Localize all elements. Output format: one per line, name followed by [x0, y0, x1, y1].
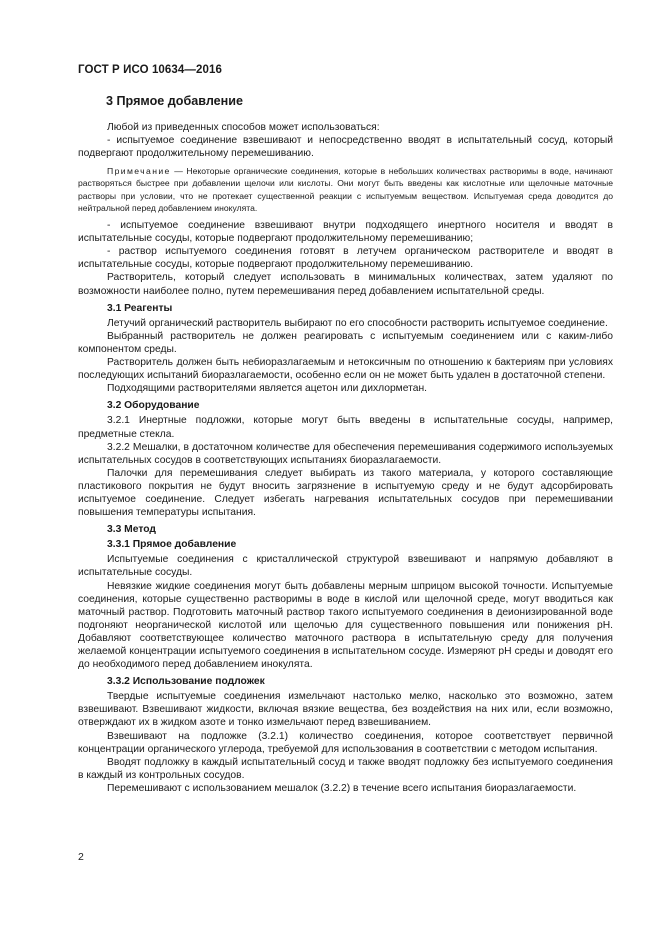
- paragraph: Твердые испытуемые соединения измельчают настолько мелко, насколько это возможно, затем взвешивают. Взвешивают жидкости, включая вязкие вещества, без воздействия на них или, если возможно, отверждают их в жидком азоте и тонко измельчают перед взвешиванием.: [78, 691, 613, 729]
- document-header: ГОСТ Р ИСО 10634—2016: [78, 64, 223, 76]
- note-paragraph: [78, 165, 613, 214]
- section-title: 3 Прямое добавление: [106, 94, 244, 108]
- subsection-title: 3.1 Реагенты: [107, 302, 173, 314]
- list-item: - испытуемое соединение взвешивают и непосредственно вводят в испытательный сосуд, который подвергают продолжительному перемешиванию.: [78, 135, 613, 160]
- paragraph: Выбранный растворитель не должен реагировать с испытуемым соединением или с каким-либо компонентом среды.: [78, 330, 613, 355]
- paragraph: Перемешивают с использованием мешалок (3.2.2) в течение всего испытания биоразлагаемости.: [107, 782, 577, 794]
- subsection-title: 3.3.1 Прямое добавление: [107, 539, 237, 551]
- paragraph: Испытуемые соединения с кристаллической структурой взвешивают и напрямую добавляют в испытательные сосуды.: [78, 554, 613, 579]
- paragraph: Растворитель, который следует использовать в минимальных количествах, затем удаляют по возможности наиболее полно, путем перемешивания перед добавлением испытательной среды.: [78, 272, 613, 297]
- list-item: - раствор испытуемого соединения готовят в летучем органическом растворителе и вводят в испытательные сосуды, которые подвергают продолжительному перемешиванию.: [78, 246, 613, 271]
- subsection-title: 3.3.2 Использование подложек: [107, 676, 265, 688]
- list-item: - испытуемое соединение взвешивают внутри подходящего инертного носителя и вводят в испытательные сосуды, которые подвергают продолжительному перемешиванию;: [78, 220, 613, 245]
- paragraph: 3.2.2 Мешалки, в достаточном количестве для обеспечения перемешивания содержимого используемых испытательных сосудов в соответствующих испытаниях биоразлагаемости.: [78, 441, 613, 466]
- paragraph: Взвешивают на подложке (3.2.1) количество соединения, которое соответствует первичной концентрации органического углерода, требуемой для использования в соответствии с методом испытания.: [78, 730, 613, 755]
- paragraph: Подходящими растворителями является ацетон или дихлорметан.: [107, 383, 428, 395]
- intro-paragraph: Любой из приведенных способов может использоваться:: [107, 122, 380, 133]
- note-label: Примечание: [107, 166, 171, 177]
- page-number: 2: [78, 851, 84, 863]
- paragraph: Летучий органический растворитель выбирают по его способности растворить испытуемое соединение.: [107, 317, 608, 329]
- paragraph: 3.2.1 Инертные подложки, которые могут быть введены в испытательные сосуды, например, предметные стекла.: [78, 415, 613, 440]
- paragraph: Растворитель должен быть небиоразлагаемым и нетоксичным по отношению к бактериям при условиях последующих испытаний биоразлагаемости, особенно если он не может быть удален в достаточной степени.: [78, 357, 613, 382]
- subsection-title: 3.2 Оборудование: [107, 400, 200, 412]
- paragraph: Палочки для перемешивания следует выбирать из такого материала, у которого составляющие пластикового покрытия не будут вносить загрязнение в испытуемую среду и не будут адсорбировать испытуемое соединение. Следует избегать нагревания испытательных сосудов при перемешивании повышения температуры испытания.: [78, 467, 613, 519]
- subsection-title: 3.3 Метод: [107, 524, 156, 536]
- note-text: — Некоторые органические соединения, которые в небольших количествах растворимы в воде, начинают растворяться быстрее при добавлении щелочи или кислоты. Они могут быть введены как кислотные или щелочные маточные растворы при условии, что не протекает существенной реакции с испытуемым веществом. Испытуемая среда доводится до нейтральной перед добавлением инокулята.: [78, 166, 613, 213]
- document-body: [78, 93, 613, 795]
- paragraph: Вводят подложку в каждый испытательный сосуд и также вводят подложку без испытуемого соединения в каждый из контрольных сосудов.: [78, 756, 613, 781]
- paragraph: Невязкие жидкие соединения могут быть добавлены мерным шприцом высокой точности. Испытуемые соединения, которые существенно растворимы в воде в кислой или щелочной среде, могут вводиться как маточный раствор. Подготовить маточный раствор такого испытуемого соединения в деионизированной воде подгоняют неорганической кислотой или щелочью для существенного повышения или понижения pH. Добавляют соответствующее количество маточного раствора в испытательную среду для получения желаемой концентрации испытуемого соединения в испытательном сосуде. Измеряют pH среды и доводят его до необходимого перед добавлением инокулята.: [78, 580, 613, 671]
